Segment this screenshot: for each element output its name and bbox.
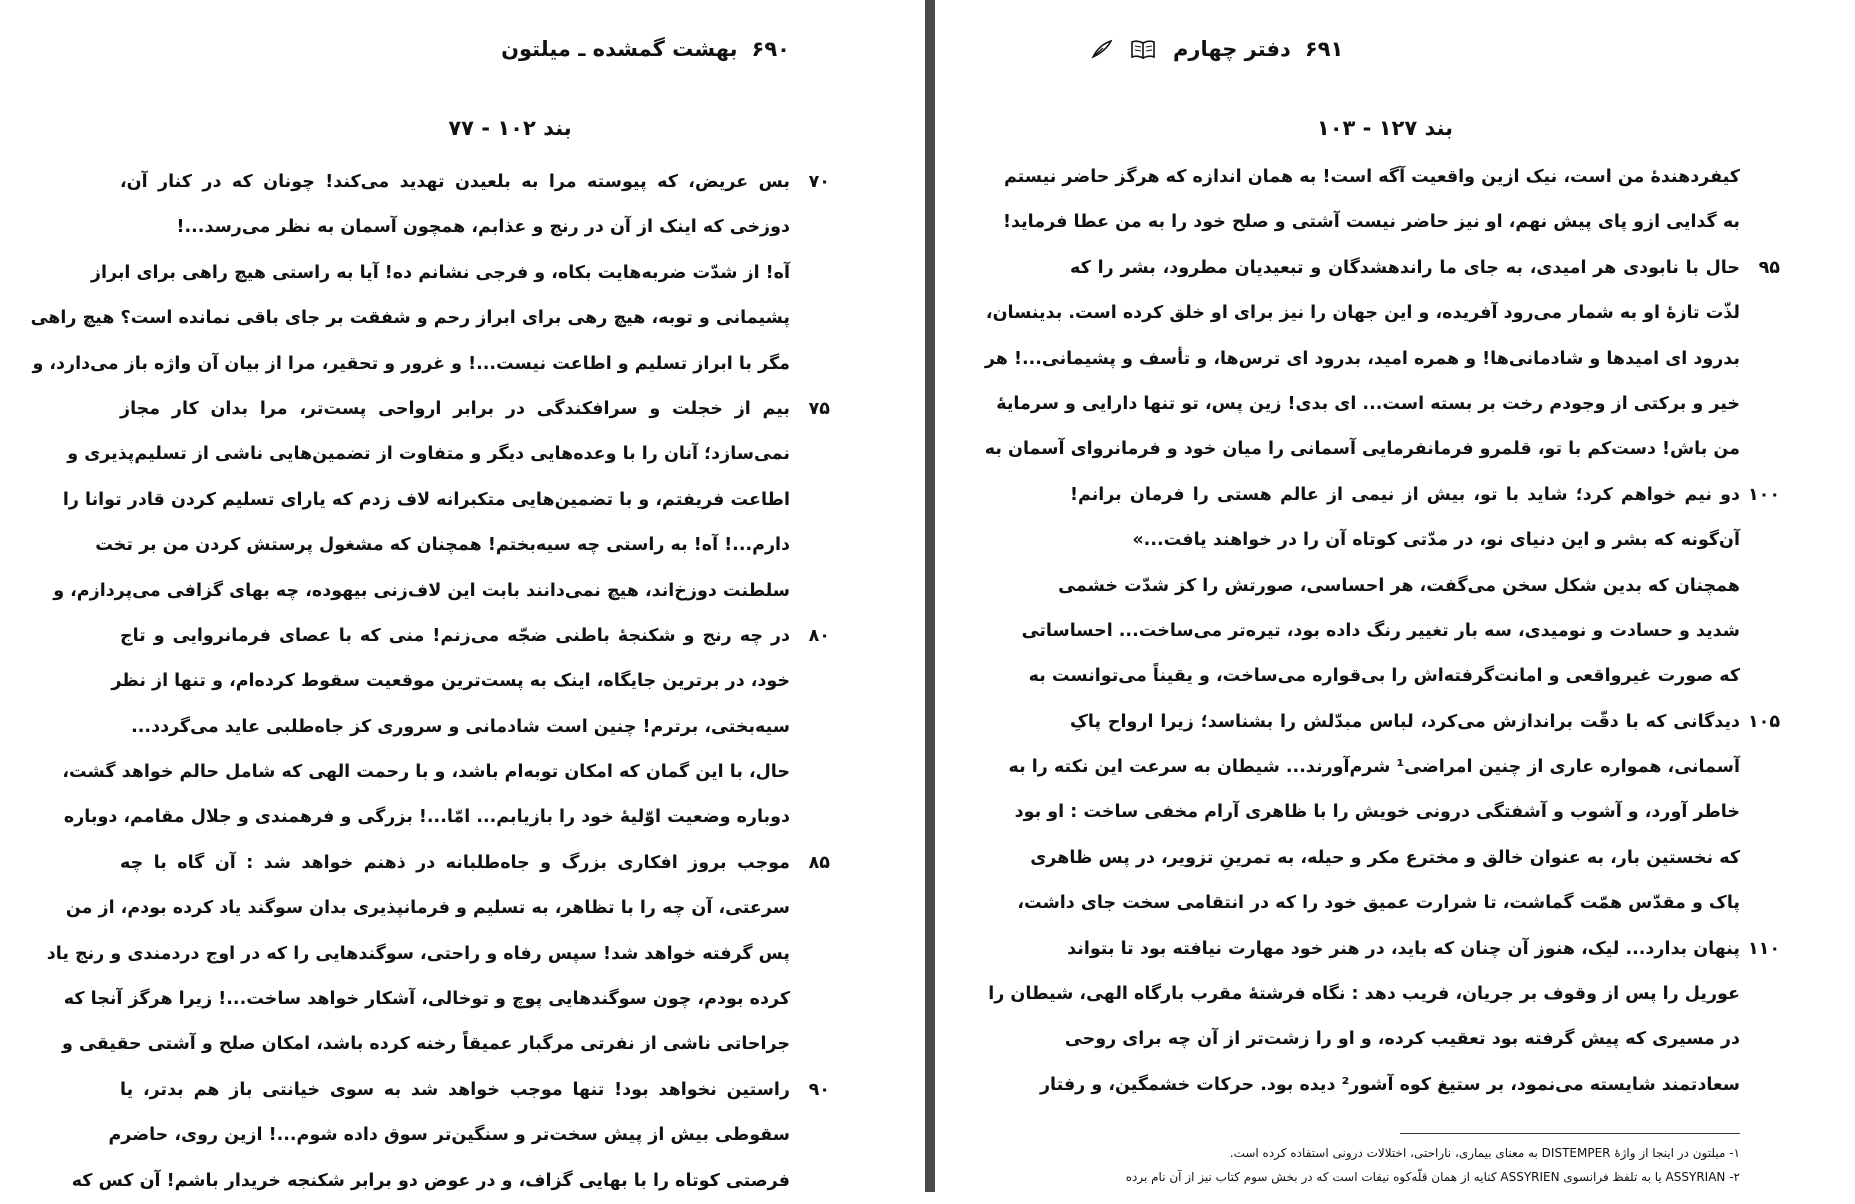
text-line: پشیمانی و توبه، هیچ رهی برای ابراز رحم و شفقت بر جای باقی نمانده است؟ هیچ راهی bbox=[30, 308, 790, 329]
verse-number: ۷۵ bbox=[808, 398, 830, 419]
text-line: سرعتی، آن چه را با تظاهر، به تسلیم و فرمانپذیری بدان سوگند یاد کرده بودم، از من bbox=[65, 898, 790, 919]
right-body-text bbox=[984, 155, 1780, 1108]
text-line: خاطر آورد، و آشوب و آشفتگی درونی خویش را با ظاهری آرام مخفی ساخت : او بود bbox=[1014, 802, 1740, 823]
text-line: سلطنت دوزخ‌اند، هیچ نمی‌دانند بابت این لاف‌زنی بیهوده، چه بهای گزافی می‌پردازم، و bbox=[53, 580, 790, 601]
text-line: که صورت غیرواقعی و امانت‌گرفته‌اش را بی‌قواره می‌ساخت، و یقیناً می‌توانست به bbox=[1028, 666, 1740, 687]
text-line: سیه‌بختی، برترم! چنین است شادمانی و سروری کز جاه‌طلبی عاید می‌گردد... bbox=[131, 716, 790, 737]
text-line: مگر با ابراز تسلیم و اطاعت نیست...! و غرور و تحقیر، مرا از بیان آن واژه باز می‌دارد، و bbox=[32, 353, 790, 374]
right-page bbox=[935, 0, 1855, 1192]
right-running-header bbox=[1085, 32, 1343, 66]
text-line: عوریل را پس از وقوف بر جریان، فریب دهد : نگاه فرشتهٔ مقرب بارگاه الهی، شیطان را bbox=[988, 984, 1740, 1005]
text-line: جراحاتی ناشی از نفرتی مرگبار عمیقاً رخنه کرده باشد، امکان صلح و آشتی حقیقی و bbox=[62, 1034, 790, 1055]
right-page-number: ۶۹۱ bbox=[1304, 37, 1344, 61]
text-line: پاک و مقدّس همّت گماشت، تا شرارت عمیق خود را که در انتقامی سخت جای داشت، bbox=[1017, 893, 1740, 914]
text-line: دیدگانی که با دقّت برانداز‌ش می‌کرد، لباس مبدّلش را بشناسد؛ زیرا ارواح پاکِ ۱۰۵ bbox=[1070, 700, 1740, 745]
text-line: نمی‌سازد؛ آنان را با وعده‌هایی دیگر و متفاوت از تضمین‌هایی ناشی از تسلیم‌پذیری و bbox=[67, 444, 790, 465]
text-line: آه! از شدّت ضربه‌هایت بکاه، و فرجی نشانم ده! آیا به راستی هیچ راهی برای ابراز bbox=[90, 262, 790, 283]
text-line: اطاعت فریفتم، و با تضمین‌هایی متکبرانه لاف زدم که یارای تسلیم کردن قادر توانا را bbox=[62, 489, 790, 510]
verse-number: ۱۰۵ bbox=[1747, 711, 1780, 732]
text-line: آسمانی، همواره عاری از چنین امراضی¹ شرم‌آورند... شیطان به سرعت این نکته را به bbox=[1008, 757, 1740, 778]
text-line: دو نیم خواهم کرد؛ شاید با تو، بیش از نیمی از عالم هستی را فرمان برانم! ۱۰۰ bbox=[1070, 473, 1740, 518]
text-line: آن‌گونه که بشر و این دنیای نو، در مدّتی کوتاه آن را در خواهند یافت...» bbox=[1132, 530, 1740, 551]
text-line: لذّت تازهٔ او به شمار می‌رود آفریده، و این جهان را نیز برای او خلق کرده است. بدینسان، bbox=[985, 303, 1740, 324]
book-gutter bbox=[925, 0, 935, 1192]
text-line: خیر و برکتی از وجودم رخت بر بسته است... ای بدی! زین پس، تو تنها دارایی و سرمایهٔ bbox=[996, 393, 1740, 414]
right-header-title: دفتر چهارم bbox=[1173, 37, 1291, 61]
verse-number: ۸۰ bbox=[808, 625, 830, 646]
verse-number: ۹۵ bbox=[1758, 257, 1780, 278]
quill-icon bbox=[1085, 37, 1115, 61]
text-line: فرصتی کوتاه را با بهایی گزاف، و در عوض دو برابر شکنجه خریدار باشم! آن کس که bbox=[71, 1170, 790, 1191]
text-line: دارم...! آه! به راستی چه سیه‌بختم! همچنان که مشغول پرستش کردن من بر تخت bbox=[95, 535, 790, 556]
text-line: بیم از خجلت و سرافکندگی در برابر ارواحی پست‌تر، مرا بدان کار مجاز ۷۵ bbox=[120, 387, 790, 432]
left-page-number: ۶۹۰ bbox=[751, 37, 790, 61]
left-section-heading: بند ۱۰۲ - ۷۷ bbox=[448, 116, 572, 140]
left-body-text bbox=[30, 160, 830, 1204]
left-running-header bbox=[501, 32, 790, 66]
text-line: کرده بودم، چون سوگندهایی پوچ و توخالی، آشکار خواهد ساخت...! زیرا هرگز آنجا که bbox=[63, 989, 790, 1010]
text-line: کیفردهندهٔ من است، نیک ازین واقعیت آگه است! به همان اندازه که هرگز حاضر نیستم bbox=[1003, 167, 1740, 187]
text-line: بس عریض، که پیوسته مرا به بلعیدن تهدید می‌کند! چونان که در کنار آن، ۷۰ bbox=[120, 160, 790, 205]
right-section-heading: بند ۱۲۷ - ۱۰۳ bbox=[1316, 116, 1454, 140]
text-line: در مسیری که پیش گرفته بود تعقیب کرده، و او را زشت‌تر از آن چه برای روحی bbox=[1064, 1029, 1740, 1050]
text-line: پنهان بدارد... لیک، هنوز آن چنان که باید، در هنر خود مهارت نیافته بود تا بتواند ۱۱۰ bbox=[1070, 927, 1740, 972]
text-line: حال، با این گمان که امکان توبه‌ام باشد، و با رحمت الهی که شامل حالم خواهد گشت، bbox=[62, 762, 790, 783]
verse-number: ۱۰۰ bbox=[1747, 484, 1780, 505]
verse-number: ۸۵ bbox=[808, 852, 830, 873]
left-header-title: بهشت گمشده ـ میلتون bbox=[501, 37, 738, 61]
footnote-line: ۲- ASSYRIAN یا به تلفظ فرانسوی ASSYRIEN کنایه از همان قلّه‌کوه نیفات است که در بخش سوم کتاب نیز از آن نام برده bbox=[1125, 1170, 1740, 1184]
footnote-line: ۱- میلتون در اینجا از واژهٔ DISTEMPER به معنای بیماری، ناراحتی، اختلالات درونی استفاده کرده است. bbox=[1229, 1146, 1740, 1160]
text-line: همچنان که بدین شکل سخن می‌گفت، هر احساسی، صورتش را کز شدّت خشمی bbox=[1058, 575, 1740, 596]
verse-number: ۹۰ bbox=[808, 1079, 830, 1100]
verse-number: ۱۱۰ bbox=[1747, 938, 1780, 959]
text-line: دوزخی که اینک از آن در رنج و عذابم، همچون آسمان به نظر می‌رسد...! bbox=[176, 217, 790, 238]
text-line: راستین نخواهد بود! تنها موجب خواهد شد به سوی خیانتی باز هم بدتر، یا ۹۰ bbox=[120, 1068, 790, 1113]
footnotes bbox=[1070, 1141, 1740, 1189]
text-line: پس گرفته خواهد شد! سپس رفاه و راحتی، سوگندهایی را که در اوج دردمندی و رنج یاد bbox=[46, 943, 790, 964]
text-line: سعادتمند شایسته می‌نمود، بر ستیغ کوه آشور² دیده بود. حرکات خشمگین، و رفتار bbox=[1039, 1074, 1740, 1095]
footnote-divider bbox=[1400, 1133, 1740, 1134]
text-line: شدید و حسادت و نومیدی، سه بار تغییر رنگ داده بود، تیره‌تر می‌ساخت... احساساتی bbox=[1021, 620, 1740, 641]
text-line: که نخستین بار، به عنوان خالق و مخترع مکر و حیله، به تمرینِ تزویر، در پس ظاهری bbox=[1030, 847, 1740, 868]
left-page bbox=[0, 0, 925, 1192]
text-line: در چه رنج و شکنجهٔ باطنی ضجّه می‌زنم! منی که با عصای فرمانروایی و تاج ۸۰ bbox=[120, 614, 790, 659]
text-line: خود، در برترین جایگاه، اینک به پست‌ترین موقعیت سقوط کرده‌ام، و تنها از نظر bbox=[111, 671, 790, 692]
book-quill-icon bbox=[1129, 37, 1159, 61]
text-line: سقوطی بیش از پیش سخت‌تر و سنگین‌تر سوق داده شوم...! ازین روی، حاضرم bbox=[108, 1125, 790, 1146]
text-line: حال با نابودی هر امیدی، به جای ما راندهشدگان و تبعیدیان مطرود، بشر را که ۹۵ bbox=[1070, 246, 1740, 291]
text-line: دوباره وضعیت اوّلیهٔ خود را بازیابم... امّا...! بزرگی و فرهمندی و جلال مقامم، دوباره bbox=[63, 807, 790, 828]
text-line: بدرود ای امیدها و شادمانی‌ها! و همره امید، بدرود ای ترس‌ها، و تأسف و پشیمانی...! هر bbox=[984, 348, 1740, 369]
text-line: من باش! دست‌کم با تو، قلمرو فرمانفرمایی آسمانی را میان خود و فرمانروای آسمان به bbox=[984, 439, 1740, 460]
verse-number: ۷۰ bbox=[808, 172, 830, 192]
text-line: موجب بروز افکاری بزرگ و جاه‌طلبانه در ذهنم خواهد شد : آن گاه با چه ۸۵ bbox=[120, 841, 790, 886]
text-line: به گدایی ازو پای پیش نهم، او نیز حاضر نیست آشتی و صلح خود را به من عطا فرماید! bbox=[1003, 212, 1740, 233]
